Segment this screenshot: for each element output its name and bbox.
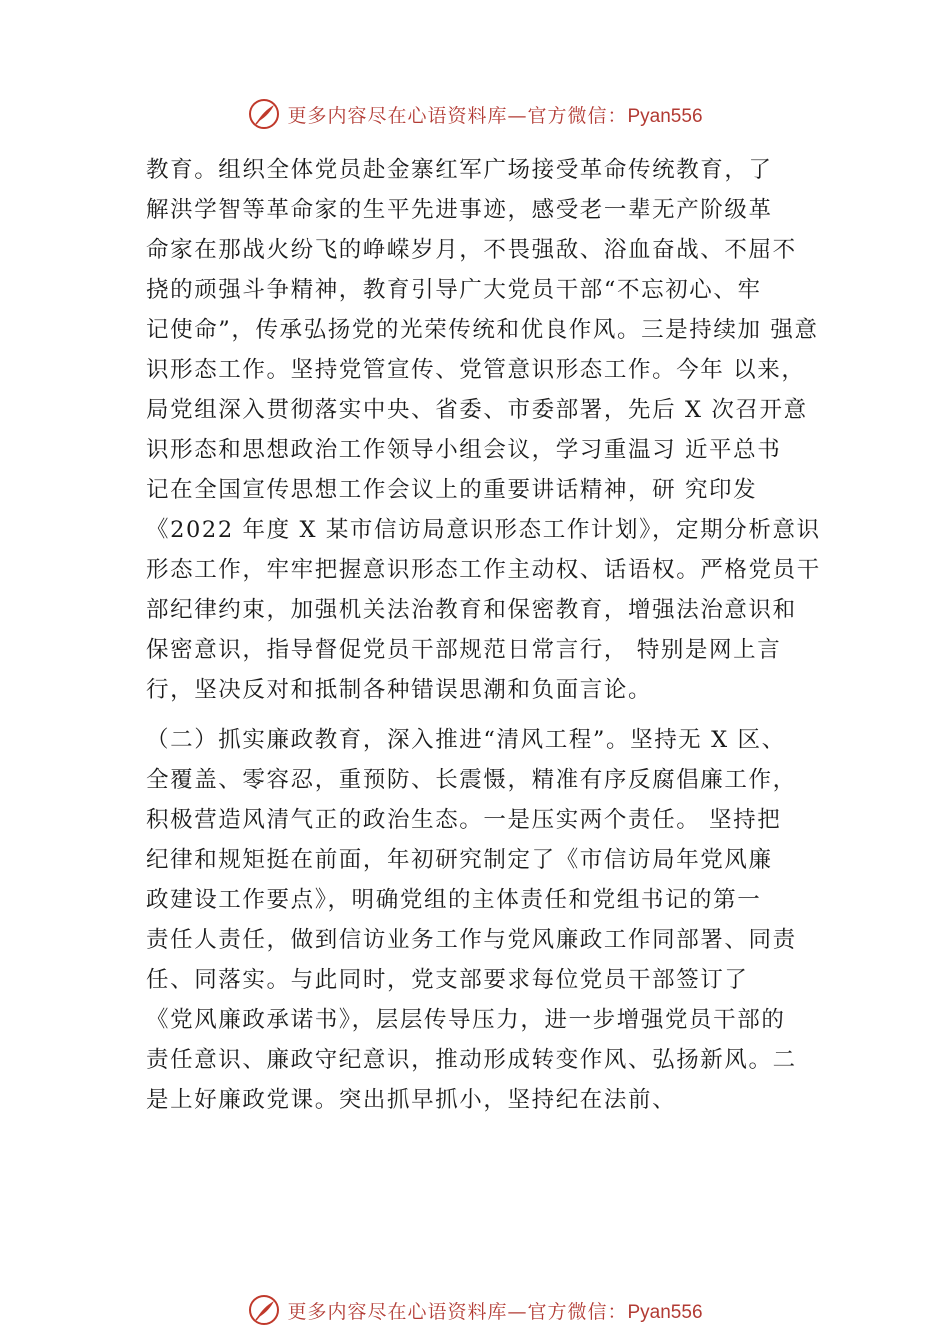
watermark-text (287, 101, 702, 128)
text-line: 积极营造风清气正的政治生态。一是压实两个责任。 坚持把 (146, 807, 782, 833)
watermark-wechat-id: Pyan556 (627, 105, 703, 127)
text-line: 挠的顽强斗争精神，教育引导广大党员干部“不忘初心、牢 (146, 277, 762, 303)
text-line: 识形态和思想政治工作领导小组会议，学习重温习 近平总书 (146, 437, 782, 463)
text-line: 行，坚决反对和抵制各种错误思潮和负面言论。 (146, 677, 653, 703)
text-line: 记在全国宣传思想工作会议上的重要讲话精神，研 究印发 (146, 477, 758, 503)
text-line: 记使命”，传承弘扬党的光荣传统和优良作风。三是持续加 强意 (146, 317, 819, 343)
text-line: 识形态工作。坚持党管宣传、党管意识形态工作。今年 以来， (146, 357, 806, 383)
section-heading-line: （二）抓实廉政教育，深入推进“清风工程”。坚持无 X 区、 (146, 727, 786, 753)
document-body (146, 150, 836, 1120)
paragraph-2 (146, 720, 836, 1120)
text-line: 形态工作，牢牢把握意识形态工作主动权、话语权。严格党员干 (146, 557, 821, 583)
footer-watermark (0, 1290, 950, 1330)
watermark-wechat-id: Pyan556 (627, 1301, 703, 1323)
text-line: 全覆盖、零容忍，重预防、长震慑，精准有序反腐倡廉工作， (146, 767, 797, 793)
paragraph-1 (146, 150, 836, 710)
text-line: 任、同落实。与此同时，党支部要求每位党员干部签订了 (146, 967, 749, 993)
text-line: 《党风廉政承诺书》，层层传导压力，进一步增强党员干部的 (146, 1007, 786, 1033)
text-line: 保密意识，指导督促党员干部规范日常言行， 特别是网上言 (146, 637, 782, 663)
watermark-label: 更多内容尽在心语资料库—官方微信： (287, 1300, 628, 1323)
text-line: 是上好廉政党课。突出抓早抓小，坚持纪在法前、 (146, 1087, 677, 1113)
watermark-label: 更多内容尽在心语资料库—官方微信： (287, 104, 628, 127)
text-line: 局党组深入贯彻落实中央、省委、市委部署，先后 X 次召开意 (146, 397, 808, 423)
text-line: 政建设工作要点》，明确党组的主体责任和党组书记的第一 (146, 887, 762, 913)
text-line: 命家在那战火纷飞的峥嵘岁月，不畏强敌、浴血奋战、不屈不 (146, 237, 797, 263)
text-line: 部纪律约束，加强机关法治教育和保密教育，增强法治意识和 (146, 597, 797, 623)
text-line: 教育。组织全体党员赴金寨红军广场接受革命传统教育，了 (146, 157, 773, 183)
text-line: 《2022 年度 X 某市信访局意识形态工作计划》，定期分析意识 (146, 517, 821, 543)
paragraph-gap (146, 710, 836, 720)
text-line: 解洪学智等革命家的生平先进事迹，感受老一辈无产阶级革 (146, 197, 773, 223)
quill-logo-icon (247, 97, 281, 131)
text-line: 纪律和规矩挺在前面，年初研究制定了《市信访局年党风廉 (146, 847, 773, 873)
watermark-text (287, 1297, 702, 1324)
text-line: 责任意识、廉政守纪意识，推动形成转变作风、弘扬新风。二 (146, 1047, 797, 1073)
quill-logo-icon (247, 1293, 281, 1327)
text-line: 责任人责任，做到信访业务工作与党风廉政工作同部署、同责 (146, 927, 797, 953)
header-watermark (0, 94, 950, 134)
